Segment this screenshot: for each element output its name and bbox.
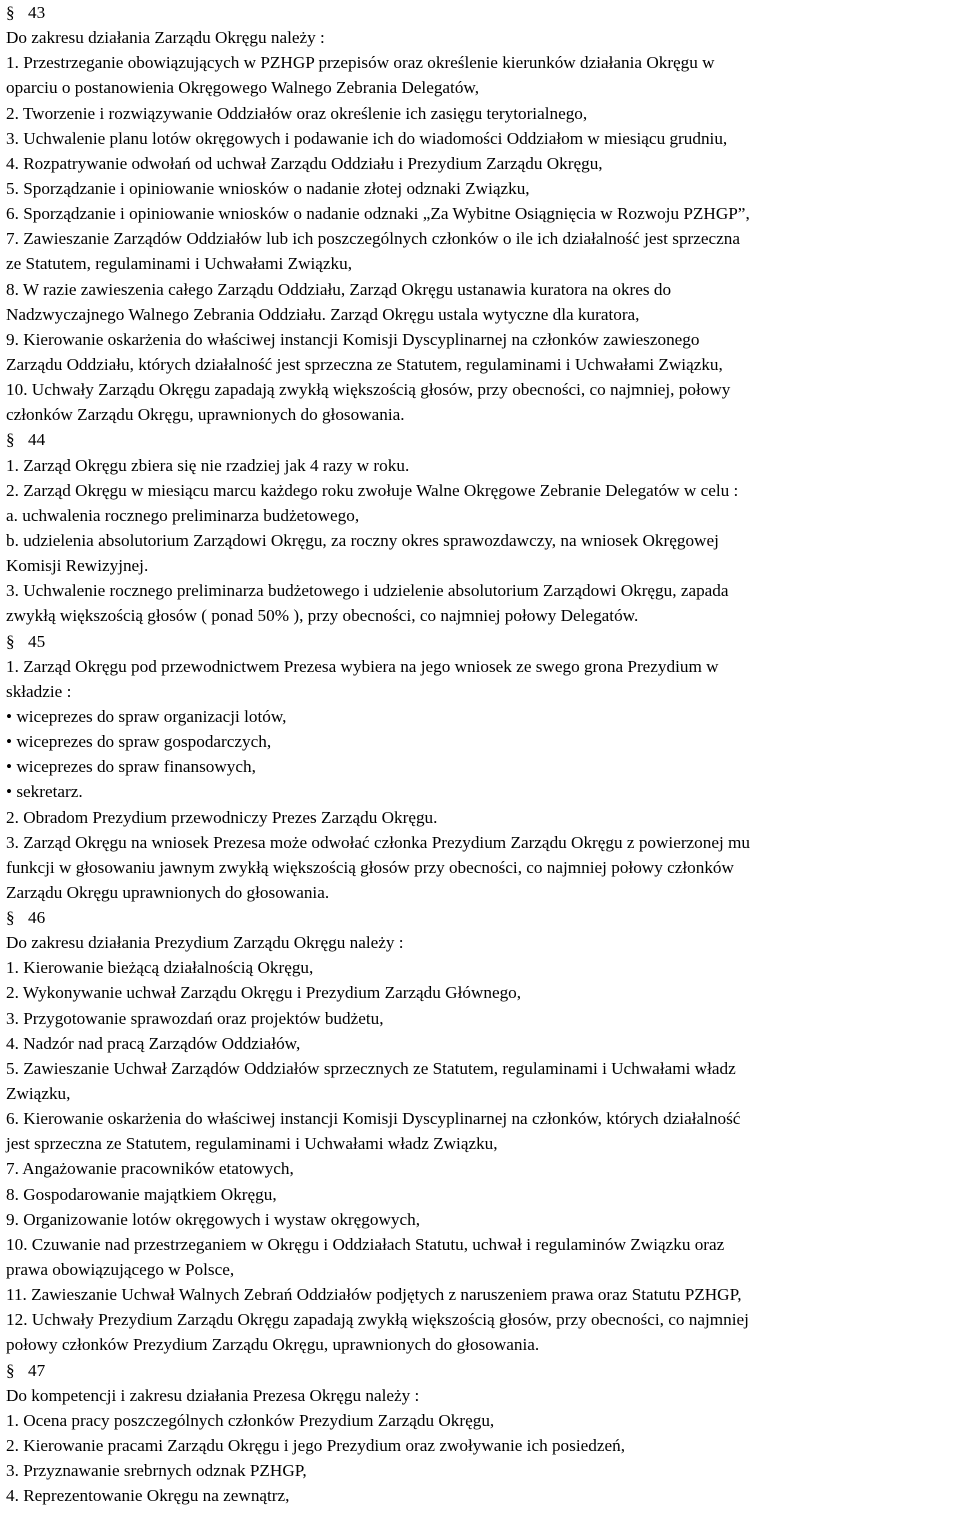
text-line: 5. Zawieszanie Uchwał Zarządów Oddziałów sprzecznych ze Statutem, regulaminami i Uchwałami władz [6, 1058, 736, 1078]
text-line: 3. Przygotowanie sprawozdań oraz projektów budżetu, [6, 1008, 384, 1028]
text-line: Do kompetencji i zakresu działania Prezesa Okręgu należy : [6, 1385, 420, 1405]
text-line: 3. Uchwalenie planu lotów okręgowych i podawanie ich do wiadomości Oddziałom w miesiącu grudniu, [6, 128, 728, 148]
text-line: • sekretarz. [6, 782, 83, 802]
text-line: 2. Zarząd Okręgu w miesiącu marcu każdego roku zwołuje Walne Okręgowe Zebranie Delegatów w celu : [6, 480, 739, 500]
section-number: 47 [28, 1360, 46, 1380]
text-line: Komisji Rewizyjnej. [6, 556, 149, 576]
section-mark: § [6, 631, 15, 651]
section-number: 46 [28, 908, 46, 928]
text-line: 3. Przyznawanie srebrnych odznak PZHGP, [6, 1461, 307, 1481]
text-line: 12. Uchwały Prezydium Zarządu Okręgu zapadają zwykłą większością głosów, przy obecności, co najmniej [6, 1310, 749, 1330]
section-number: 43 [28, 3, 46, 22]
text-line: 8. W razie zawieszenia całego Zarządu Oddziału, Zarząd Okręgu ustanawia kuratora na okres do [6, 279, 672, 299]
text-line: 6. Sporządzanie i opiniowanie wniosków o nadanie odznaki „Za Wybitne Osiągnięcia w Rozwoju PZHGP”, [6, 204, 750, 224]
text-line: 6. Kierowanie oskarżenia do właściwej instancji Komisji Dyscyplinarnej na członków, których działalność [6, 1109, 741, 1129]
text-line: 3. Zarząd Okręgu na wniosek Prezesa może odwołać członka Prezydium Zarządu Okręgu z powierzonej mu [6, 832, 751, 852]
text-line: ze Statutem, regulaminami i Uchwałami Związku, [6, 254, 353, 274]
text-line: 7. Angażowanie pracowników etatowych, [6, 1159, 294, 1179]
text-line: • wiceprezes do spraw organizacji lotów, [6, 706, 287, 726]
text-line: 2. Wykonywanie uchwał Zarządu Okręgu i Prezydium Zarządu Głównego, [6, 983, 522, 1003]
text-line: połowy członków Prezydium Zarządu Okręgu, uprawnionych do głosowania. [6, 1335, 540, 1355]
text-line: 1. Kierowanie bieżącą działalnością Okręgu, [6, 958, 314, 978]
text-line: 7. Zawieszanie Zarządów Oddziałów lub ich poszczególnych członków o ile ich działalność jest sprzeczna [6, 229, 740, 249]
text-line: składzie : [6, 681, 72, 701]
section-heading [6, 905, 954, 930]
text-line: 3. Uchwalenie rocznego preliminarza budżetowego i udzielenie absolutorium Zarządowi Okręgu, zapada [6, 581, 729, 601]
text-line: 5. Sporządzanie i opiniowanie wniosków o nadanie złotej odznaki Związku, [6, 178, 530, 198]
section-number: 44 [28, 430, 46, 450]
text-line: 9. Organizowanie lotów okręgowych i wystaw okręgowych, [6, 1209, 420, 1229]
text-line: członków Zarządu Okręgu, uprawnionych do głosowania. [6, 405, 405, 425]
text-line: 2. Obradom Prezydium przewodniczy Prezes Zarządu Okręgu. [6, 807, 438, 827]
text-line: Związku, [6, 1084, 71, 1104]
text-line: jest sprzeczna ze Statutem, regulaminami i Uchwałami władz Związku, [6, 1134, 498, 1154]
text-line: 2. Tworzenie i rozwiązywanie Oddziałów oraz określenie ich zasięgu terytorialnego, [6, 103, 588, 123]
text-line: b. udzielenia absolutorium Zarządowi Okręgu, za roczny okres sprawozdawczy, na wniosek Okręgowej [6, 530, 719, 550]
text-line: 1. Ocena pracy poszczególnych członków Prezydium Zarządu Okręgu, [6, 1410, 495, 1430]
section-heading [6, 1358, 954, 1383]
text-line: 2. Kierowanie pracami Zarządu Okręgu i jego Prezydium oraz zwoływanie ich posiedzeń, [6, 1436, 625, 1456]
text-line: 1. Zarząd Okręgu zbiera się nie rzadziej jak 4 razy w roku. [6, 455, 410, 475]
text-line: 4. Nadzór nad pracą Zarządów Oddziałów, [6, 1033, 301, 1053]
text-line: 4. Reprezentowanie Okręgu na zewnątrz, [6, 1486, 290, 1506]
section-mark: § [6, 430, 15, 450]
section-heading [6, 0, 954, 25]
text-line: Zarządu Oddziału, których działalność jest sprzeczna ze Statutem, regulaminami i Uchwałami Związku, [6, 354, 723, 374]
text-line: funkcji w głosowaniu jawnym zwykłą większością głosów przy obecności, co najmniej połowy członków [6, 857, 734, 877]
text-line: Zarządu Okręgu uprawnionych do głosowania. [6, 882, 330, 902]
section-heading [6, 427, 954, 452]
text-line: Do zakresu działania Zarządu Okręgu należy : [6, 28, 325, 48]
text-line: 10. Uchwały Zarządu Okręgu zapadają zwykłą większością głosów, przy obecności, co najmniej, połowy [6, 380, 731, 400]
text-line: zwykłą większością głosów ( ponad 50% ), przy obecności, co najmniej połowy Delegatów. [6, 606, 639, 626]
text-line: 1. Zarząd Okręgu pod przewodnictwem Prezesa wybiera na jego wniosek ze swego grona Prezydium w [6, 656, 719, 676]
section-mark: § [6, 3, 15, 22]
text-line: • wiceprezes do spraw gospodarczych, [6, 732, 272, 752]
section-number: 45 [28, 631, 46, 651]
section-mark: § [6, 908, 15, 928]
text-line: • wiceprezes do spraw finansowych, [6, 757, 256, 777]
text-line: 11. Zawieszanie Uchwał Walnych Zebrań Oddziałów podjętych z naruszeniem prawa oraz Statutu PZHGP, [6, 1285, 742, 1305]
text-line: 10. Czuwanie nad przestrzeganiem w Okręgu i Oddziałach Statutu, uchwał i regulaminów Związku oraz [6, 1234, 725, 1254]
text-line: a. uchwalenia rocznego preliminarza budżetowego, [6, 505, 360, 525]
text-line: Do zakresu działania Prezydium Zarządu Okręgu należy : [6, 933, 404, 953]
text-line: 9. Kierowanie oskarżenia do właściwej instancji Komisji Dyscyplinarnej na członków zawieszonego [6, 329, 700, 349]
text-line: prawa obowiązującego w Polsce, [6, 1260, 235, 1280]
section-mark: § [6, 1360, 15, 1380]
section-heading [6, 629, 954, 654]
text-line: 8. Gospodarowanie majątkiem Okręgu, [6, 1184, 277, 1204]
text-line: oparciu o postanowienia Okręgowego Walnego Zebrania Delegatów, [6, 78, 480, 98]
text-line: 4. Rozpatrywanie odwołań od uchwał Zarządu Oddziału i Prezydium Zarządu Okręgu, [6, 153, 603, 173]
text-line: 1. Przestrzeganie obowiązujących w PZHGP przepisów oraz określenie kierunków działania Okręgu w [6, 53, 715, 73]
text-line: Nadzwyczajnego Walnego Zebrania Oddziału. Zarząd Okręgu ustala wytyczne dla kuratora, [6, 304, 640, 324]
